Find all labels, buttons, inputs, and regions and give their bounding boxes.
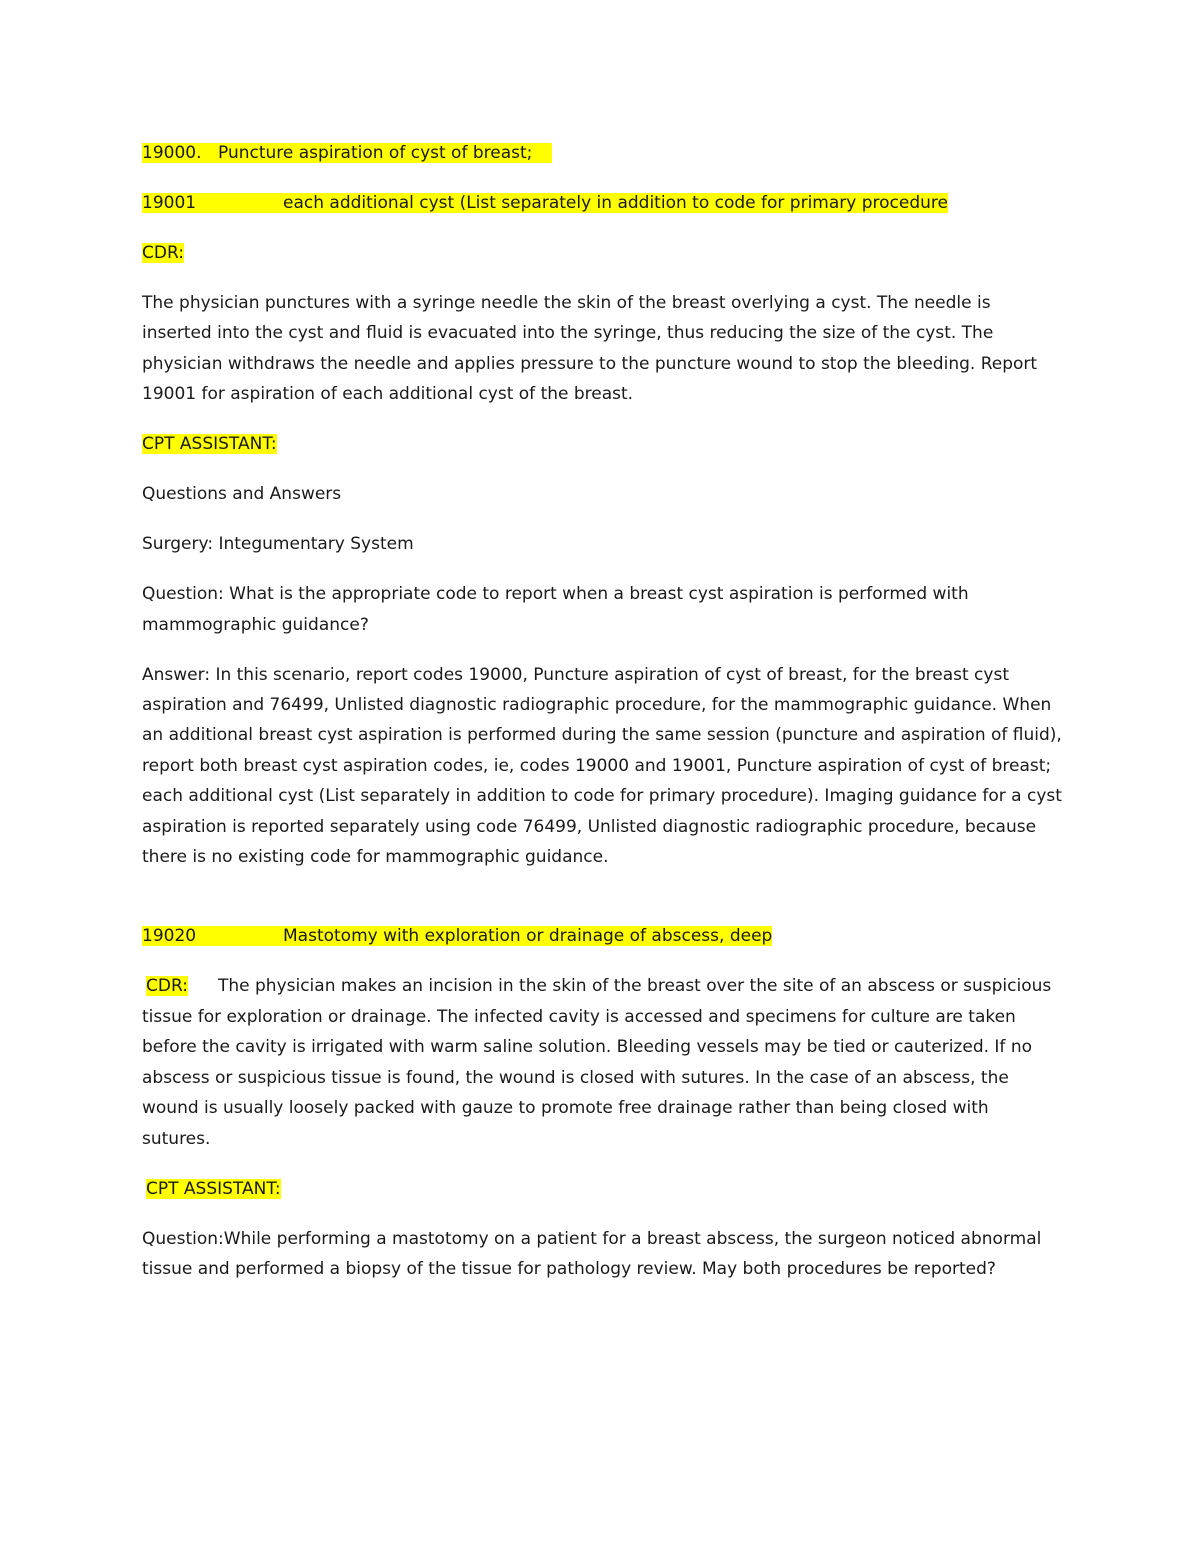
question-19000: Question: What is the appropriate code to report when a breast cyst aspiration is performed with mammographic guidance? [142, 584, 969, 635]
cdr-label-19000 [142, 238, 1062, 268]
heading-19000-highlight [142, 143, 552, 163]
heading-19001 [142, 188, 1062, 218]
document-page [142, 138, 1062, 1284]
cpt-label-19020-highlight: CPT ASSISTANT: [146, 1178, 281, 1199]
heading-19000 [142, 138, 1062, 168]
cdr-label-19000-highlight: CDR: [142, 243, 184, 263]
cpt-label-19000-highlight: CPT ASSISTANT: [142, 434, 277, 455]
cdr-label-19020: CDR: [146, 976, 188, 997]
heading-19020-highlight [142, 926, 772, 946]
cdr-text-19000: The physician punctures with a syringe needle the skin of the breast overlying a cyst. The needle is inserted into the cyst and fluid is evacuated into the syringe, thus reducing the size of the cyst. The physician withdraws the needle and applies pressure to the puncture wound to stop the bleeding. Report 19001 for aspiration of each additional cyst of the breast. [142, 293, 1038, 405]
heading-19001-highlight [142, 193, 948, 213]
code-19000: 19000. [142, 143, 202, 163]
title-19000: Puncture aspiration of cyst of breast; [218, 143, 533, 163]
answer-19000: Answer: In this scenario, report codes 19000, Puncture aspiration of cyst of breast, for the breast cyst aspiration and 76499, Unlisted diagnostic radiographic procedure, for the mammographic guidance. When an additional breast cyst aspiration is performed during the same session (puncture and aspiration of fluid), report both breast cyst aspiration codes, ie, codes 19000 and 19001, Puncture aspiration of cyst of breast; each additional cyst (List separately in addition to code for primary procedure). Imaging guidance for a cyst aspiration is reported separately using code 76499, Unlisted diagnostic radiographic procedure, because there is no existing code for mammographic guidance. [142, 664, 1062, 868]
title-19001: each additional cyst (List separately in addition to code for primary procedure [283, 193, 948, 213]
title-19020: Mastotomy with exploration or drainage of abscess, deep [283, 926, 773, 947]
heading-19020 [142, 921, 1062, 951]
code-19020: 19020 [142, 926, 197, 947]
qa-category: Surgery: Integumentary System [142, 534, 414, 555]
cpt-label-19020 [142, 1174, 1062, 1204]
question-19020: Question:While performing a mastotomy on a patient for a breast abscess, the surgeon noticed abnormal tissue and performed a biopsy of the tissue for pathology review. May both procedures be reported? [142, 1228, 1042, 1279]
cdr-text-19020: The physician makes an incision in the skin of the breast over the site of an abscess or suspicious tissue for exploration or drainage. The infected cavity is accessed and specimens for culture are taken before the cavity is irrigated with warm saline solution. Bleeding vessels may be tied or cauterized. If no abscess or suspicious tissue is found, the wound is closed with sutures. In the case of an abscess, the wound is usually loosely packed with gauze to promote free drainage rather than being closed with sutures. [142, 976, 1052, 1149]
cpt-label-19000 [142, 429, 1062, 459]
cdr-paragraph-19020 [142, 971, 1062, 1153]
code-19001: 19001 [142, 193, 197, 213]
qa-heading: Questions and Answers [142, 484, 342, 505]
